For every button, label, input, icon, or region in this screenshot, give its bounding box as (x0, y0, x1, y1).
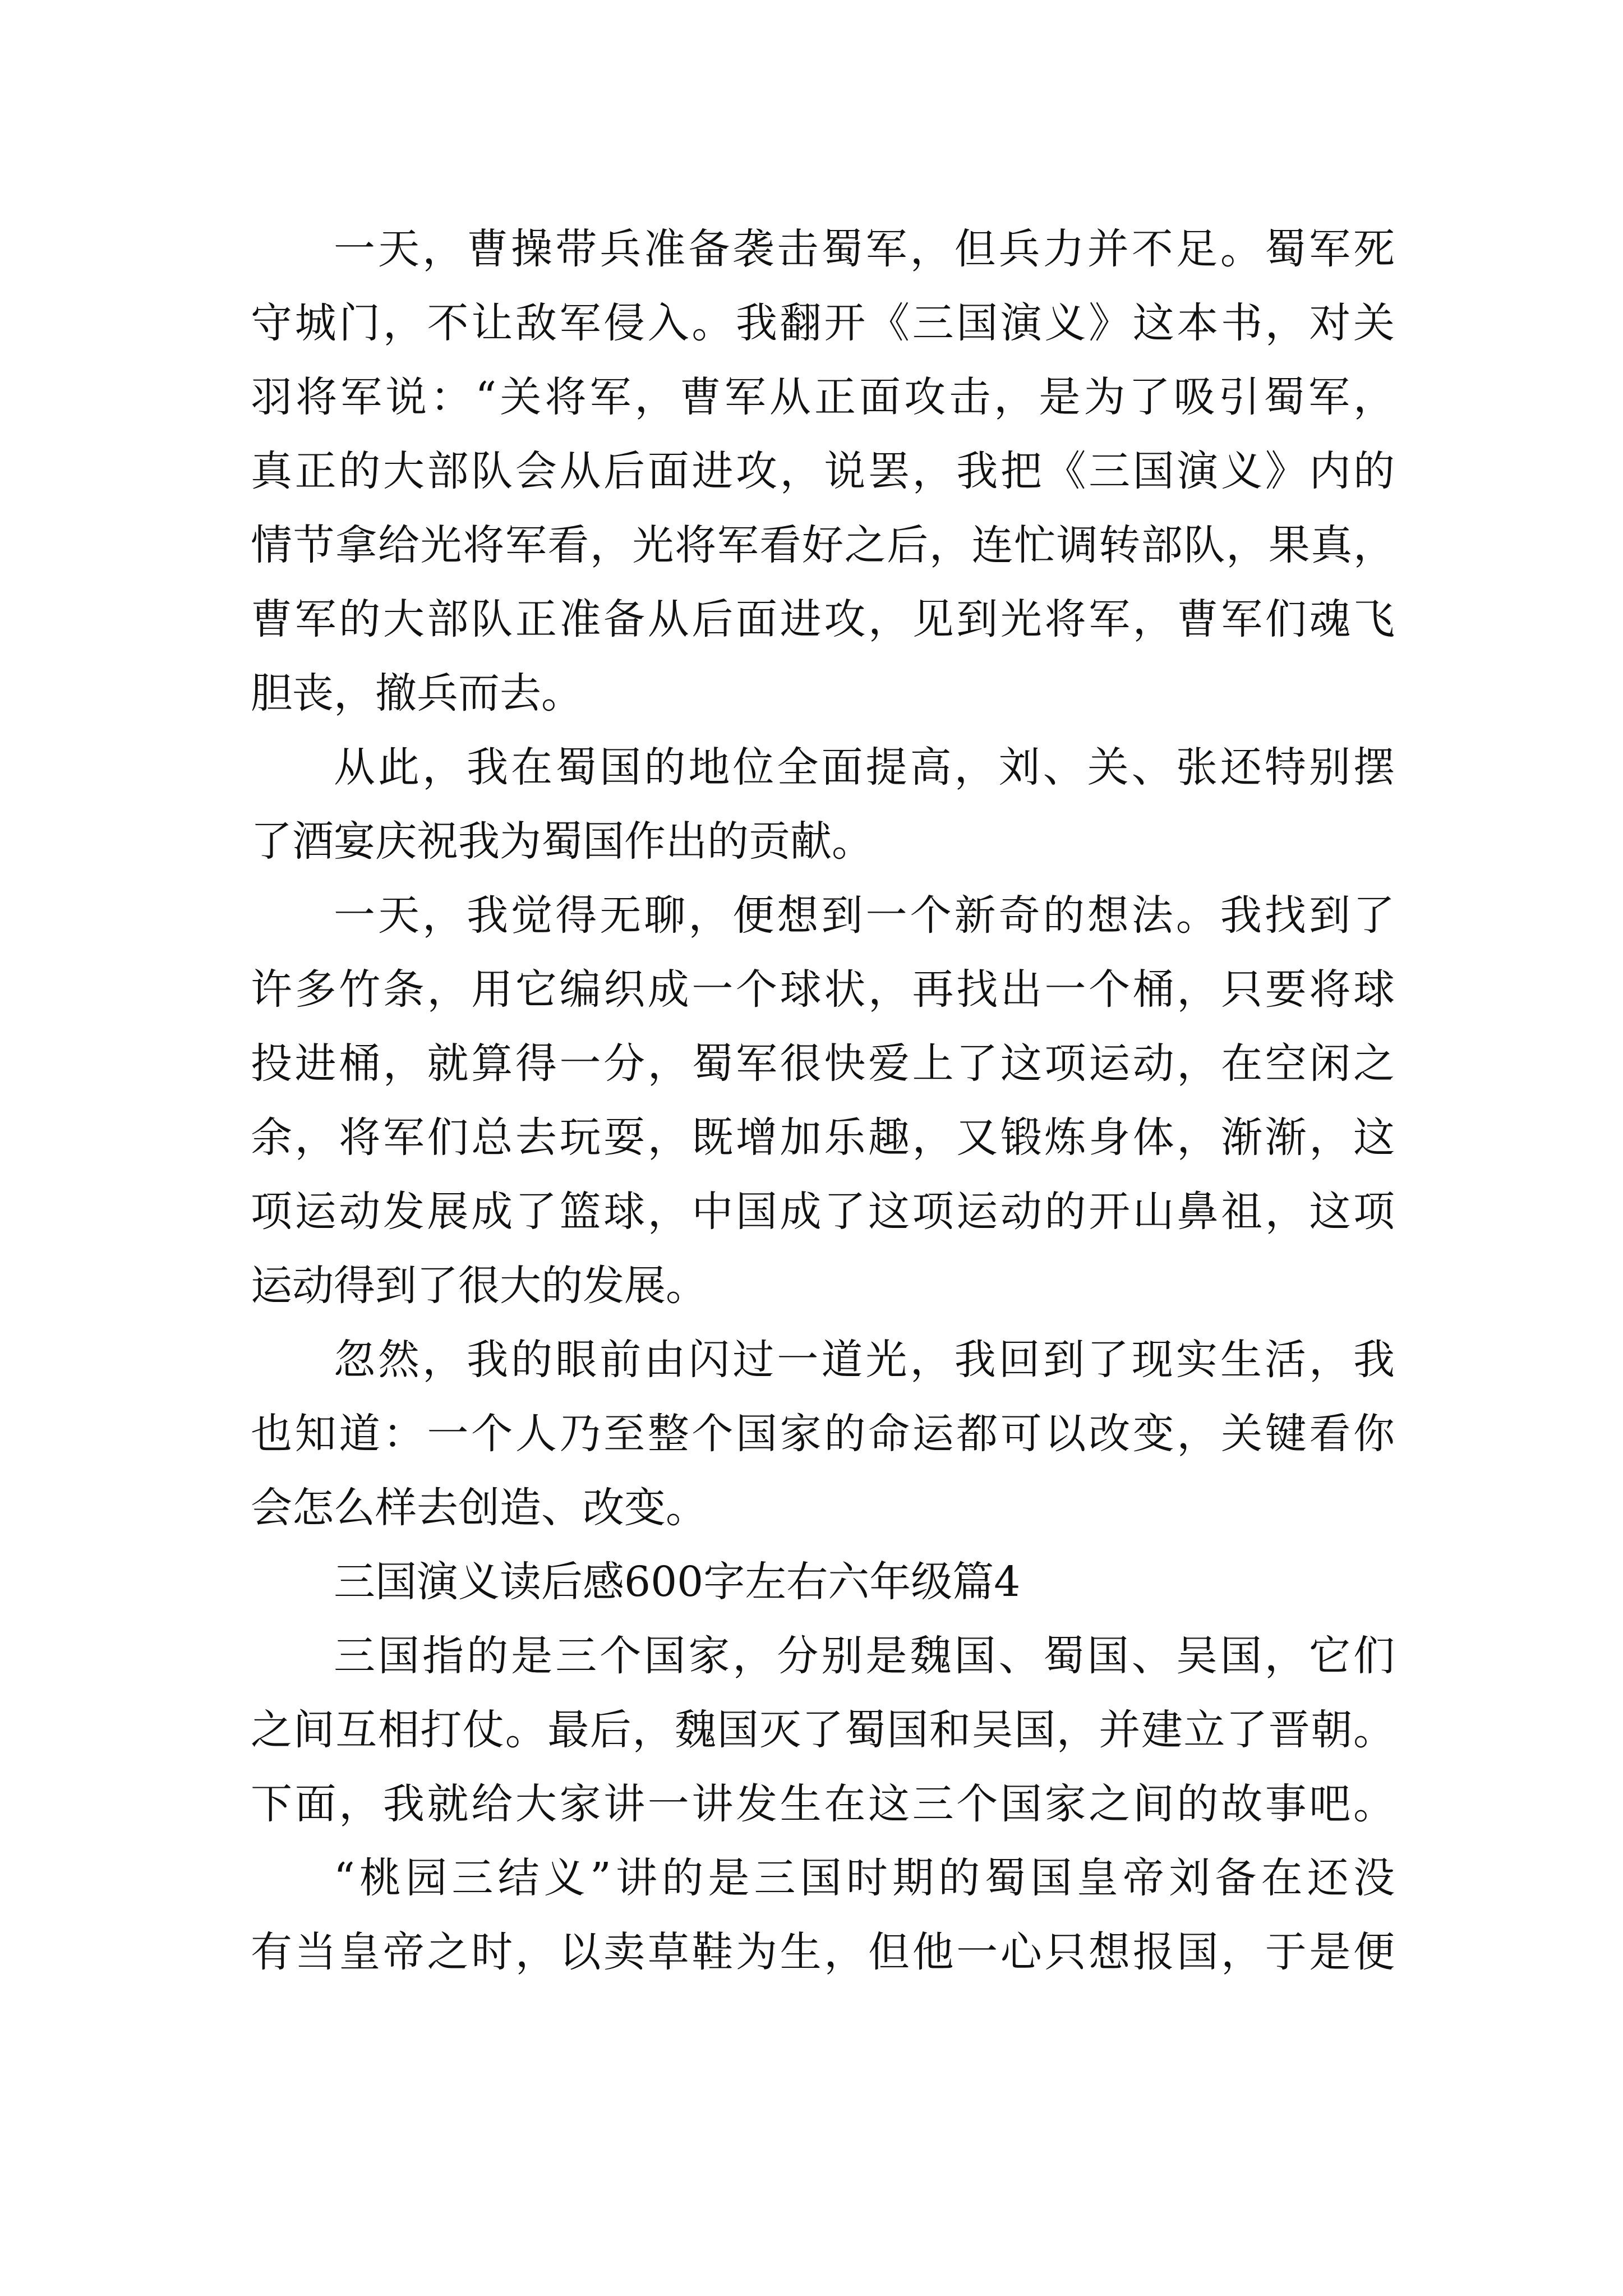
text-line: 曹军的大部队正准备从后面进攻，见到光将军，曹军们魂飞 (251, 595, 1395, 643)
text-line: 胆丧，撤兵而去。 (251, 669, 583, 717)
text-line: “桃园三结义”讲的是三国时期的蜀国皇帝刘备在还没 (334, 1854, 1395, 1902)
text-line: 之间互相打仗。最后，魏国灭了蜀国和吴国，并建立了晋朝。 (251, 1706, 1395, 1754)
text-line: 会怎么样去创造、改变。 (251, 1484, 707, 1532)
section-heading: 三国演义读后感600字左右六年级篇4 (334, 1558, 1021, 1606)
text-line: 了酒宴庆祝我为蜀国作出的贡献。 (251, 817, 873, 866)
text-line: 下面，我就给大家讲一讲发生在这三个国家之间的故事吧。 (251, 1780, 1395, 1828)
document-body (251, 212, 1395, 1989)
text-line: 真正的大部队会从后面进攻，说罢，我把《三国演义》内的 (251, 447, 1395, 495)
text-line: 许多竹条，用它编织成一个球状，再找出一个桶，只要将球 (251, 965, 1395, 1014)
text-line: 一天，我觉得无聊，便想到一个新奇的想法。我找到了 (334, 891, 1395, 940)
text-line: 忽然，我的眼前由闪过一道光，我回到了现实生活，我 (334, 1336, 1395, 1384)
text-line: 三国指的是三个国家，分别是魏国、蜀国、吴国，它们 (334, 1632, 1395, 1680)
text-line: 守城门，不让敌军侵入。我翻开《三国演义》这本书，对关 (251, 299, 1395, 347)
text-line: 情节拿给光将军看，光将军看好之后，连忙调转部队，果真， (251, 521, 1395, 569)
text-line: 项运动发展成了篮球，中国成了这项运动的开山鼻祖，这项 (251, 1188, 1395, 1236)
text-line: 投进桶，就算得一分，蜀军很快爱上了这项运动，在空闲之 (251, 1039, 1395, 1088)
text-line: 也知道：一个人乃至整个国家的命运都可以改变，关键看你 (251, 1410, 1395, 1458)
text-line: 从此，我在蜀国的地位全面提高，刘、关、张还特别摆 (334, 743, 1395, 792)
text-line: 有当皇帝之时，以卖草鞋为生，但他一心只想报国，于是便 (251, 1928, 1395, 1976)
text-line: 羽将军说：“关将军，曹军从正面攻击，是为了吸引蜀军， (251, 373, 1395, 421)
text-line: 一天，曹操带兵准备袭击蜀军，但兵力并不足。蜀军死 (334, 225, 1395, 273)
text-line: 运动得到了很大的发展。 (251, 1262, 707, 1310)
text-line: 余，将军们总去玩耍，既增加乐趣，又锻炼身体，渐渐，这 (251, 1114, 1395, 1162)
